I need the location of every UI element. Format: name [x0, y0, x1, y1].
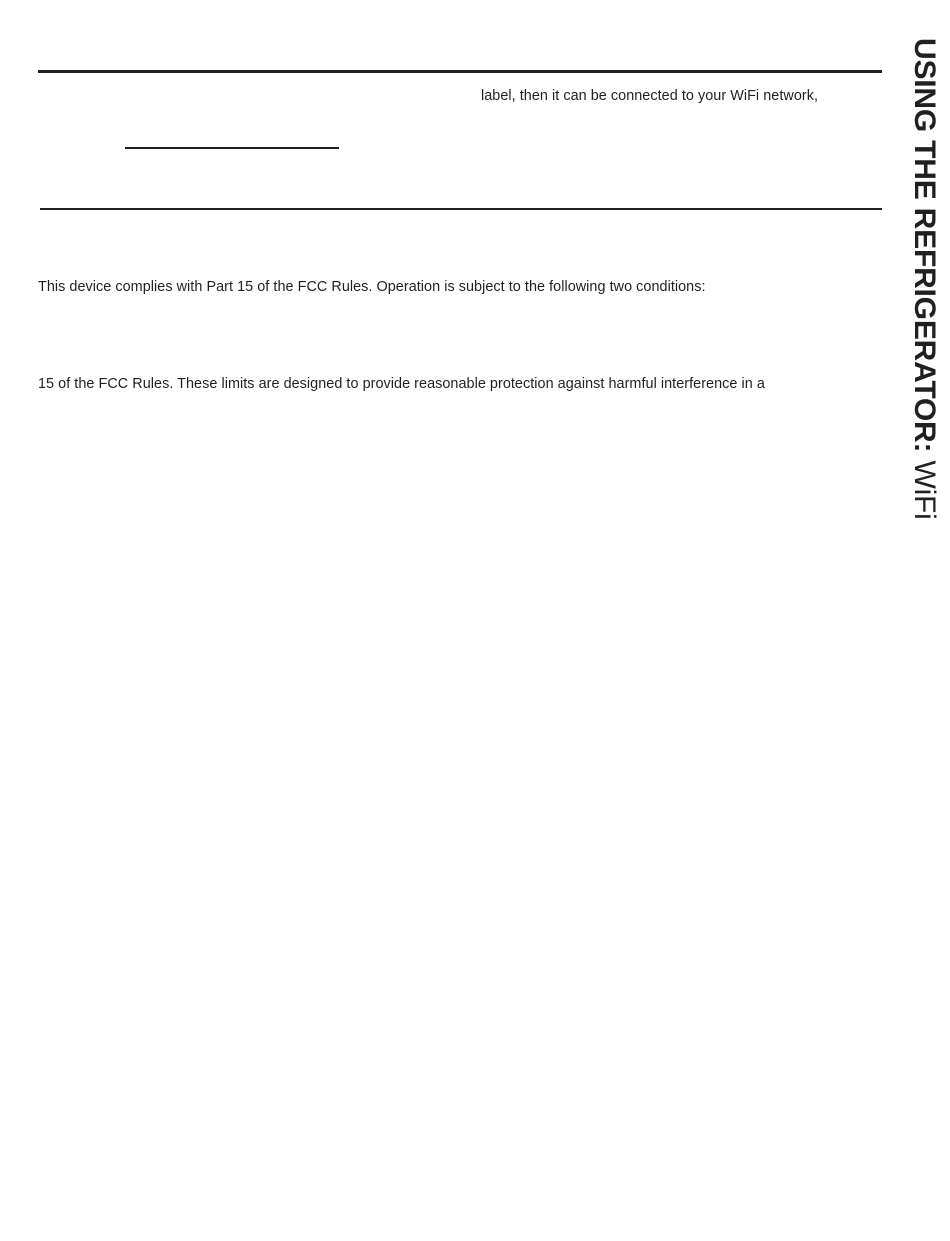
side-section-title [906, 38, 942, 520]
fcc-compliance-text: This device complies with Part 15 of the FCC Rules. Operation is subject to the following two conditions: [38, 279, 706, 295]
side-title-bold: USING THE REFRIGERATOR: [908, 38, 941, 453]
wifi-label-text: label, then it can be connected to your WiFi network, [481, 88, 819, 104]
side-section-tab [906, 38, 942, 578]
short-underline [125, 147, 339, 149]
fcc-limits-text: 15 of the FCC Rules. These limits are designed to provide reasonable protection against harmful interference in a [38, 376, 765, 392]
side-title-light: WiFi [908, 460, 941, 520]
section-divider [40, 208, 882, 210]
top-divider [38, 70, 882, 73]
